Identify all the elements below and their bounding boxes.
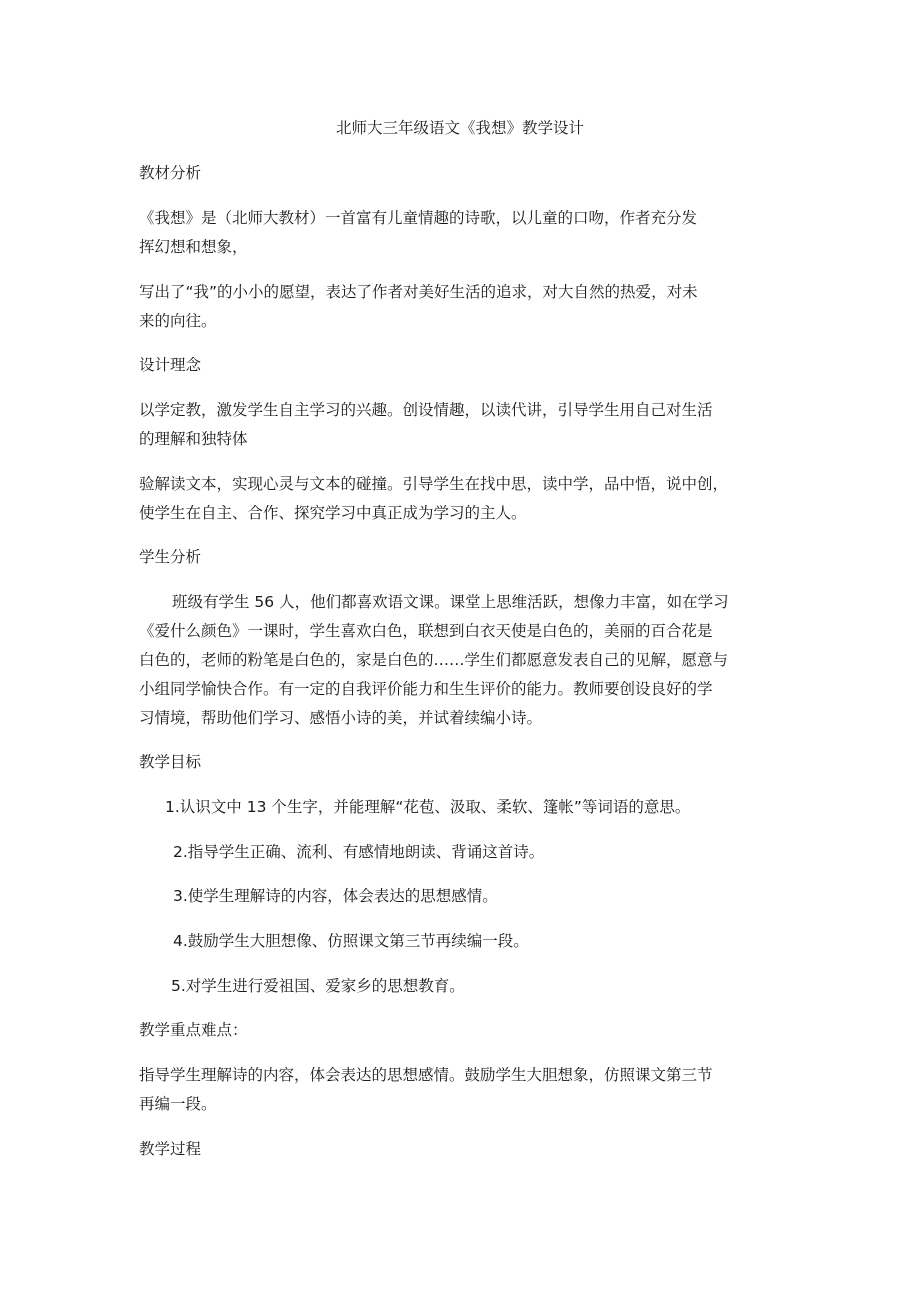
students-paragraph-line-2: 《爱什么颜色》一课时，学生喜欢白色，联想到白衣天使是白色的，美丽的百合花是	[139, 622, 713, 640]
key-points-line-1: 指导学生理解诗的内容，体会表达的思想感情。鼓励学生大胆想象，仿照课文第三节	[139, 1066, 713, 1084]
students-paragraph-line-3: 白色的，老师的粉笔是白色的，家是白色的……学生们都愿意发表自己的见解，愿意与	[139, 651, 729, 669]
design-paragraph-1-line-2: 的理解和独特体	[139, 430, 248, 448]
material-paragraph-1-line-1: 《我想》是（北师大教材）一首富有儿童情趣的诗歌，以儿童的口吻，作者充分发	[139, 209, 698, 227]
design-paragraph-2-line-2: 使学生在自主、合作、探究学习中真正成为学习的主人。	[139, 504, 527, 522]
material-paragraph-2-line-2: 来的向往。	[139, 312, 217, 330]
design-paragraph-1-line-1: 以学定教，激发学生自主学习的兴趣。创设情趣，以读代讲，引导学生用自己对生活	[139, 401, 713, 419]
heading-material-analysis: 教材分析	[139, 164, 202, 182]
heading-design-concept: 设计理念	[139, 356, 202, 374]
heading-student-analysis: 学生分析	[139, 548, 202, 566]
design-paragraph-2-line-1: 验解读文本，实现心灵与文本的碰撞。引导学生在找中思，读中学，品中悟，说中创，	[139, 475, 729, 493]
goal-item-1: 1.认识文中 13 个生字，并能理解“花苞、汲取、柔软、篷帐”等词语的意思。	[165, 798, 691, 816]
key-points-line-2: 再编一段。	[139, 1095, 217, 1113]
heading-teaching-process: 教学过程	[139, 1140, 202, 1158]
heading-teaching-goals: 教学目标	[139, 753, 202, 771]
heading-key-points: 教学重点难点：	[139, 1021, 248, 1039]
document-title: 北师大三年级语文《我想》教学设计	[335, 119, 584, 137]
students-paragraph-line-1: 班级有学生 56 人，他们都喜欢语文课。课堂上思维活跃，想像力丰富，如在学习	[172, 593, 729, 611]
students-paragraph-line-4: 小组同学愉快合作。有一定的自我评价能力和生生评价的能力。教师要创设良好的学	[139, 680, 713, 698]
students-paragraph-line-5: 习情境，帮助他们学习、感悟小诗的美，并试着续编小诗。	[139, 709, 543, 727]
goal-item-2: 2.指导学生正确、流利、有感情地朗读、背诵这首诗。	[173, 843, 545, 861]
goal-item-3: 3.使学生理解诗的内容，体会表达的思想感情。	[173, 887, 498, 905]
material-paragraph-2-line-1: 写出了“我”的小小的愿望，表达了作者对美好生活的追求，对大自然的热爱，对未	[139, 283, 698, 301]
goal-item-5: 5.对学生进行爱祖国、爱家乡的思想教育。	[171, 977, 465, 995]
goal-item-4: 4.鼓励学生大胆想像、仿照课文第三节再续编一段。	[173, 932, 529, 950]
material-paragraph-1-line-2: 挥幻想和想象，	[139, 238, 248, 256]
